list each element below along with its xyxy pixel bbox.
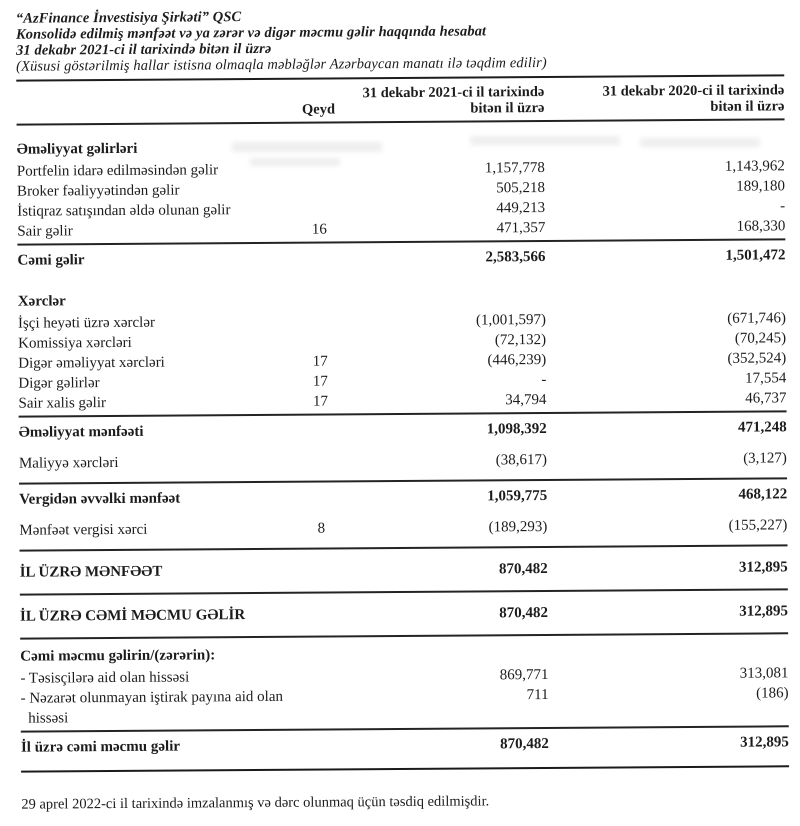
- row-value-2020: [560, 655, 788, 657]
- row-value-2020: (352,524): [727, 350, 787, 367]
- row-value-2021: (38,617): [495, 451, 547, 469]
- row-value-2021: [350, 302, 558, 303]
- row-label: İstiqraz satışından əldə olunan gəlir: [17, 202, 231, 220]
- table-row: [17, 216, 785, 241]
- row-label: - Təsisçilərə aid olan hissəsi: [20, 669, 190, 687]
- company-name: “AzFinance İnvestisiya Şirkəti” QSC: [15, 9, 242, 27]
- income-statement-table: [16, 76, 789, 772]
- approval-note: 29 aprel 2022-ci il tarixində imzalanmış və dərc olunmaq üçün təsdiq edilmişdir.: [21, 793, 490, 813]
- row-value-2020: -: [780, 198, 786, 215]
- row-value-2021: [349, 150, 557, 151]
- col-header-2020: [556, 82, 784, 116]
- row-value-2021: [352, 657, 560, 658]
- row-value-2021: 711: [526, 686, 549, 704]
- col-header-2021: [348, 84, 556, 117]
- col-header-note: Qeyd: [301, 101, 336, 118]
- row-label: Digər gəlirlər: [18, 375, 100, 392]
- total-row-operating-profit: [19, 410, 787, 449]
- row-label: Maliyyə xərcləri: [18, 454, 119, 472]
- row-value-2020: [557, 148, 785, 150]
- row-label: Komissiya xərcləri: [18, 334, 132, 352]
- total-row-profit-before-tax: [19, 477, 787, 516]
- row-note: 17: [312, 393, 329, 410]
- row-value-2020: 471,248: [737, 419, 787, 436]
- row-value-2020: 189,180: [736, 178, 786, 195]
- row-value-2020: 468,122: [738, 486, 788, 503]
- grand-total-row-profit-for-year: [20, 544, 788, 593]
- row-label: İL ÜZRƏ CƏMİ MƏCMU GƏLİR: [19, 607, 246, 625]
- row-value-2021: 870,482: [499, 604, 549, 622]
- row-label: Əməliyyat mənfəəti: [18, 423, 144, 441]
- row-label: Əməliyyat gəlirləri: [16, 140, 138, 158]
- row-value-2020: 168,330: [736, 218, 786, 235]
- row-value-2021: 870,482: [500, 735, 549, 753]
- row-value-2021: 505,218: [496, 179, 546, 197]
- row-value-2021: 34,794: [505, 391, 547, 409]
- row-value-2021: 449,213: [496, 199, 546, 217]
- row-label: İl üzrə cəmi məcmu gəlir: [20, 738, 181, 756]
- table-row: [19, 448, 787, 476]
- row-value-2021: (1,001,597): [475, 311, 546, 329]
- row-value-2020: 312,895: [739, 603, 789, 620]
- row-label: Mənfəət vergisi xərci: [19, 521, 148, 539]
- currency-note: (Xüsusi göstərilmiş hallar istisna olmaqla məbləğlər Azərbaycan manatı ilə təqdim edilir): [16, 54, 547, 75]
- section-row-expenses: [18, 272, 786, 313]
- row-value-2021: 1,098,392: [486, 420, 547, 438]
- row-label: İşçi heyəti üzrə xərclər: [17, 314, 156, 332]
- row-value-2021: 1,059,775: [487, 487, 548, 505]
- row-value-2020: 313,081: [739, 665, 789, 682]
- table-row: [19, 515, 787, 543]
- row-label: Vergidən əvvəlki mənfəət: [19, 490, 181, 508]
- row-value-2021: (189,293): [488, 518, 548, 536]
- row-label: Sair gəlir: [17, 223, 73, 240]
- report-period: 31 dekabr 2021-ci il tarixində bitən il üzrə: [15, 40, 272, 59]
- total-row-comprehensive-income-for-year: [21, 725, 789, 772]
- row-value-2021: 869,771: [499, 666, 549, 684]
- table-row: [21, 683, 789, 728]
- row-value-2021: (446,239): [487, 351, 547, 369]
- row-label: Cəmi gəlir: [17, 252, 85, 269]
- total-row-total-income: [17, 238, 785, 277]
- row-label: Digər əməliyyat xərcləri: [18, 354, 165, 372]
- row-label: - Nəzarət olunmayan iştirak payına aid olan hissəsi: [20, 688, 284, 727]
- row-value-2020: 312,895: [740, 734, 789, 751]
- row-value-2020: 17,554: [745, 370, 787, 387]
- row-label: İL ÜZRƏ MƏNFƏƏT: [19, 563, 163, 581]
- row-value-2021: 2,583,566: [485, 248, 546, 266]
- row-note: 16: [311, 221, 327, 238]
- row-value-2021: (72,132): [494, 331, 547, 349]
- row-value-2020: (155,227): [728, 517, 788, 534]
- report-title: Konsolidə edilmiş mənfəət və ya zərər və digər məcmu gəlir haqqında hesabat: [15, 23, 487, 43]
- row-value-2020: [558, 300, 786, 302]
- row-value-2020: 1,501,472: [725, 247, 786, 264]
- table-row: [18, 388, 786, 413]
- row-value-2020: (186): [755, 685, 789, 702]
- row-note: 8: [317, 520, 326, 537]
- row-value-2020: (3,127): [743, 450, 787, 467]
- col-header-2020-line1: 31 dekabr 2020-ci il tarixində: [602, 82, 785, 100]
- col-header-2021-line1: 31 dekabr 2021-ci il tarixində: [362, 84, 545, 102]
- table-header-row: [16, 76, 784, 125]
- row-value-2020: 312,895: [738, 559, 788, 576]
- col-header-2020-line2: bitən il üzrə: [710, 98, 785, 115]
- row-label: Sair xalis gəlir: [18, 395, 107, 412]
- row-value-2020: (70,245): [734, 330, 787, 347]
- row-value-2021: 471,357: [496, 219, 546, 237]
- row-label: Portfelin idarə edilməsindən gəlir: [16, 162, 219, 180]
- row-label: Xərclər: [17, 293, 66, 310]
- row-label: Broker fəaliyyətindən gəlir: [16, 182, 180, 200]
- row-value-2020: (671,746): [727, 310, 786, 327]
- report-header: [16, 5, 784, 74]
- row-note: 17: [312, 373, 328, 390]
- header-spacer: [17, 118, 289, 120]
- row-value-2020: 1,143,962: [724, 158, 785, 175]
- row-value-2020: 46,737: [745, 390, 787, 407]
- row-note: 17: [312, 353, 328, 370]
- col-header-2021-line2: bitən il üzrə: [470, 100, 545, 117]
- section-row-operating-income: [17, 120, 785, 161]
- row-label: Cəmi məcmu gəlirin/(zərərin):: [20, 647, 216, 665]
- grand-total-row-comprehensive-income: [20, 588, 788, 637]
- row-value-2021: -: [541, 371, 547, 389]
- row-value-2021: 870,482: [498, 560, 548, 578]
- row-value-2021: 1,157,778: [484, 159, 545, 177]
